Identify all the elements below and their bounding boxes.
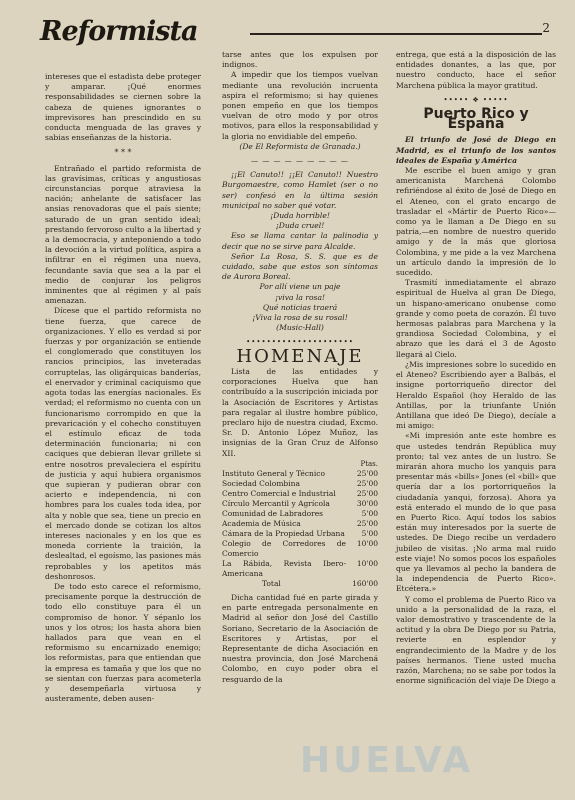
total-amount: 160'00 xyxy=(352,578,378,588)
divider: — — — — — — — — — xyxy=(251,157,349,166)
satire-intro: ¡¡El Canuto!! ¡¡El Canuto!! Nuestro Burgomaestre, como Hamlet (ser o no ser) confesó en la última sesión municipal no saber qué votar. xyxy=(222,170,378,210)
donation-row xyxy=(222,509,378,519)
col1-paragraph: De todo esto carece el reformismo, precisamente porque la destrucción de todo ello constituye para él un compromiso de honor. Y sépanlo los unos y los otros; los hasta ahora bien hallados para que vean en el reformismo su encarnizado enemigo; los reformistas, para que entiendan que la empresa es tamaña y que los que no se sientan con fuerzas para acometerla y desempeñarla virtuosa y austeramente, deben ausen- xyxy=(45,581,201,704)
col3-paragraph: Trasmití inmediatamente el abrazo espiritual de Huelva al gran De Diego, un hispano-americano onubense como grande y como poeta de corazón. Él tuvo hermosas palabras para Marchena y la grandiosa Sociedad Colombina, y el abrazo que les dará el 3 de Agosto llegará al Cielo. xyxy=(396,278,556,359)
donation-amount: 25'00 xyxy=(356,488,378,498)
archive-watermark: HUELVA xyxy=(300,740,474,781)
donor-name: Comunidad de Labradores xyxy=(222,508,324,518)
currency-label: Ptas. xyxy=(360,459,378,468)
page-number: 2 xyxy=(542,21,550,35)
donation-row xyxy=(222,559,378,579)
poem-verse: Por allí viene un paje xyxy=(259,282,341,292)
homenaje-heading: HOMENAJE xyxy=(236,345,364,367)
donation-row xyxy=(222,479,378,489)
article-heading: Puerto Rico y España xyxy=(423,106,529,133)
divider: ••••••••••••••••••••• xyxy=(246,338,354,347)
masthead-rule xyxy=(250,33,542,35)
homenaje-intro: Lista de las entidades y corporaciones Huelva que han contribuído a la suscripción iniciada por la Asociación de Escritores y Artistas para regalar al ilustre hombre público, preclaro hijo de nuestra ciudad, Excmo. Sr. D. Antonio López Muñoz, las insignias de la Gran Cruz de Alfonso XII. xyxy=(222,366,378,458)
col3-paragraph: «Mi impresión ante este hombre es que ustedes tendrán República muy pronto; tal vez antes de un lustro. Se mirarán ahora mucho los yanquis para presentar más «bills» Jones (el «bill» que quería dar a los portorriqueños la ciudadanía yanqui, forzosa). Ahora ya está enterado el mundo de lo que pasa en Puerto Rico. Aquí todos los sabios están muy interesados por la suerte de ustedes. De Diego recibe un verdadero jubileo de visitas. ¡No arma mal ruido este viaje! No somos pocos los españoles que ya llevamos al pecho la bandera de la independencia de Puerto Rico». Etcétera.» xyxy=(396,431,556,594)
donation-row xyxy=(222,489,378,499)
poem-verse: ¡Duda cruel! xyxy=(275,221,325,231)
donation-amount: 10'00 xyxy=(356,538,378,548)
donation-amount: 25'00 xyxy=(356,518,378,528)
column-2 xyxy=(222,50,378,685)
col3-paragraph: ¿Mis impresiones sobre lo sucedido en el Ateneo? Escribiendo ayer a Balbás, el insigne portorriqueño director del Heraldo Español (hoy Heraldo de las Antillas, por la triunfante Unión Antillana que ideó De Diego), decíale a mi amigo: xyxy=(396,359,556,431)
donations-table xyxy=(222,469,378,589)
total-label: Total xyxy=(262,578,281,588)
col1-paragraph-top: intereses que el estadista debe proteger y amparar. ¡Qué enormes responsabilidades se ciernen sobre la cabeza de quienes ignorantes o imprevisores han prescindido en su conducta menguada de las graves y sabias enseñanzas de la historia. xyxy=(45,72,201,143)
donor-name: Círculo Mercantil y Agrícola xyxy=(222,498,330,508)
donations-total-row xyxy=(222,579,378,589)
donation-row xyxy=(222,529,378,539)
col3-paragraph-top: entrega, que está a la disposición de las entidades donantes, a las que, por nuestro conducto, hace el señor Marchena pública la mayor gratitud. xyxy=(396,50,556,90)
source-credit: (De El Reformista de Granada.) xyxy=(239,141,361,151)
poem-source: (Music-Hall) xyxy=(276,323,324,333)
divider: ••••• ❖ ••••• xyxy=(443,95,509,104)
column-1 xyxy=(45,72,201,704)
col3-paragraph: Y como el problema de Puerto Rico va unido a la personalidad de la raza, el valor demostrativo y trascendente de la actitud y la obra De Diego por su Patria, revierte en esplendor y engrandecimiento de la Madre y de los países hermanos. Tiene usted mucha razón, Marchena; no se sabe por todos la enorme significación del viaje De Diego a xyxy=(396,594,556,686)
poem-verse: ¡Duda horrible! xyxy=(270,211,330,221)
col1-paragraph: Dícese que el partido reformista no tiene fuerza, que carece de organizaciones. Y ello es verdad si por fuerzas y por organización se entiende el conglomerado que constituyen los rancios principios, las inveteradas corruptelas, las oligárquicas banderías, el enervador y criminal caciquismo que agota todas las energías nacionales. Es verdad; el reformismo no cuenta con un funcionarismo corrompido en que la prevaricación y el cohecho constituyen el estímulo eficaz de toda determinación funcionaria; ni con caciques que debieran llevar grillete si entre nosotros prevaleciera el espíritu de justicia y aquí hubiera organismos que supieran y pudieran obrar con acierto e independencia, ni con hombres para los cuales toda idea, por alta y noble que sea, tiene un precio en el mercado donde se cotizan los altos intereses nacionales y en los que es moneda corriente la traición, la deslealtad, el egoísmo, las pasiones más reprobables y los apetitos más deshonrosos. xyxy=(45,306,201,581)
donation-row xyxy=(222,539,378,559)
donor-name: Centro Comercial e Industrial xyxy=(222,488,336,498)
donation-amount: 5'00 xyxy=(361,528,378,538)
poem-verse: Qué noticias traerá xyxy=(262,302,338,312)
poem-verse: ¡viva la rosa! xyxy=(274,292,326,302)
donor-name: Academia de Música xyxy=(222,518,301,528)
donor-name: Colegio de Corredores de Comercio xyxy=(222,538,346,558)
section-stars: * * * xyxy=(114,148,132,158)
donation-amount: 30'00 xyxy=(356,498,378,508)
donation-amount: 10'00 xyxy=(356,558,378,568)
donor-name: La Rábida, Revista Ibero-Americana xyxy=(222,558,346,578)
poem-verse: ¡Viva la rosa de su rosal! xyxy=(252,313,348,323)
donation-row xyxy=(222,499,378,509)
col2-paragraph-top: tarse antes que los expulsen por indignos. xyxy=(222,50,378,70)
col2-paragraph: A impedir que los tiempos vuelvan mediante una revolución incruenta aspira el reformismo; si hay quienes ponen empeño en que los tiempos vuelvan de otro modo y por otros motivos, para ellos la responsabilidad y la gloria no envidiable del empeño. xyxy=(222,70,378,141)
col1-paragraph: Entrañado el partido reformista de las gravísimas, críticas y angustiosas circunstancias porque atraviesa la nación; anhelante de satisfacer las ansias renovadoras que el país siente; saturado de un gran sentido ideal; prestando fervoroso culto a la libertad y a la democracia, y anteponiendo a todo la devoción a la virtud política, aspira a infiltrar en el régimen una nueva, fecundante savia que sea a la par el medio de conjurar los peligros inminentes que al régimen y al país amenazan. xyxy=(45,163,201,306)
homenaje-closing: Dicha cantidad fué en parte girada y en parte entregada personalmente en Madrid al señor don José del Castillo Soriano, Secretario de la Asociación de Escritores y Artistas, por el Representante de dicha Asociación en nuestra provincia, don José Marchená Colombo, en cuyo poder obra el resguardo de la xyxy=(222,592,378,684)
satire-text: Eso se llama cantar la palinodia y decir que no se sirve para Alcalde. xyxy=(222,231,378,251)
masthead xyxy=(40,16,560,48)
col3-paragraph: Me escribe el buen amigo y gran americanista Marchená Colombo refiriéndose al éxito de José de Diego en el Ateneo, con el grato encargo de trasladar el «Mártir de Puerto Rico»—como ya le llaman a De Diego en su patria,—en nombre de nuestro querido amigo y de la más que gloriosa Colombina, y me pide a la vez Marchena un artículo dando la impresión de lo sucedido. xyxy=(396,166,556,278)
satire-text: Señor La Rosa, S. S. que es de cuidado, sabe que estos son síntomas de Aurora Boreal. xyxy=(222,251,378,282)
donation-amount: 5'00 xyxy=(361,508,378,518)
donation-row xyxy=(222,469,378,479)
newspaper-logo: Reformista xyxy=(40,16,198,47)
column-3 xyxy=(396,50,556,686)
article-lead: El triunfo de José de Diego en Madrid, es el triunfo de los santos ideales de España y América xyxy=(396,135,556,165)
donor-name: Instituto General y Técnico xyxy=(222,468,325,478)
donor-name: Sociedad Colombina xyxy=(222,478,300,488)
donor-name: Cámara de la Propiedad Urbana xyxy=(222,528,345,538)
donation-amount: 25'00 xyxy=(356,468,378,478)
donation-amount: 25'00 xyxy=(356,478,378,488)
donation-row xyxy=(222,519,378,529)
